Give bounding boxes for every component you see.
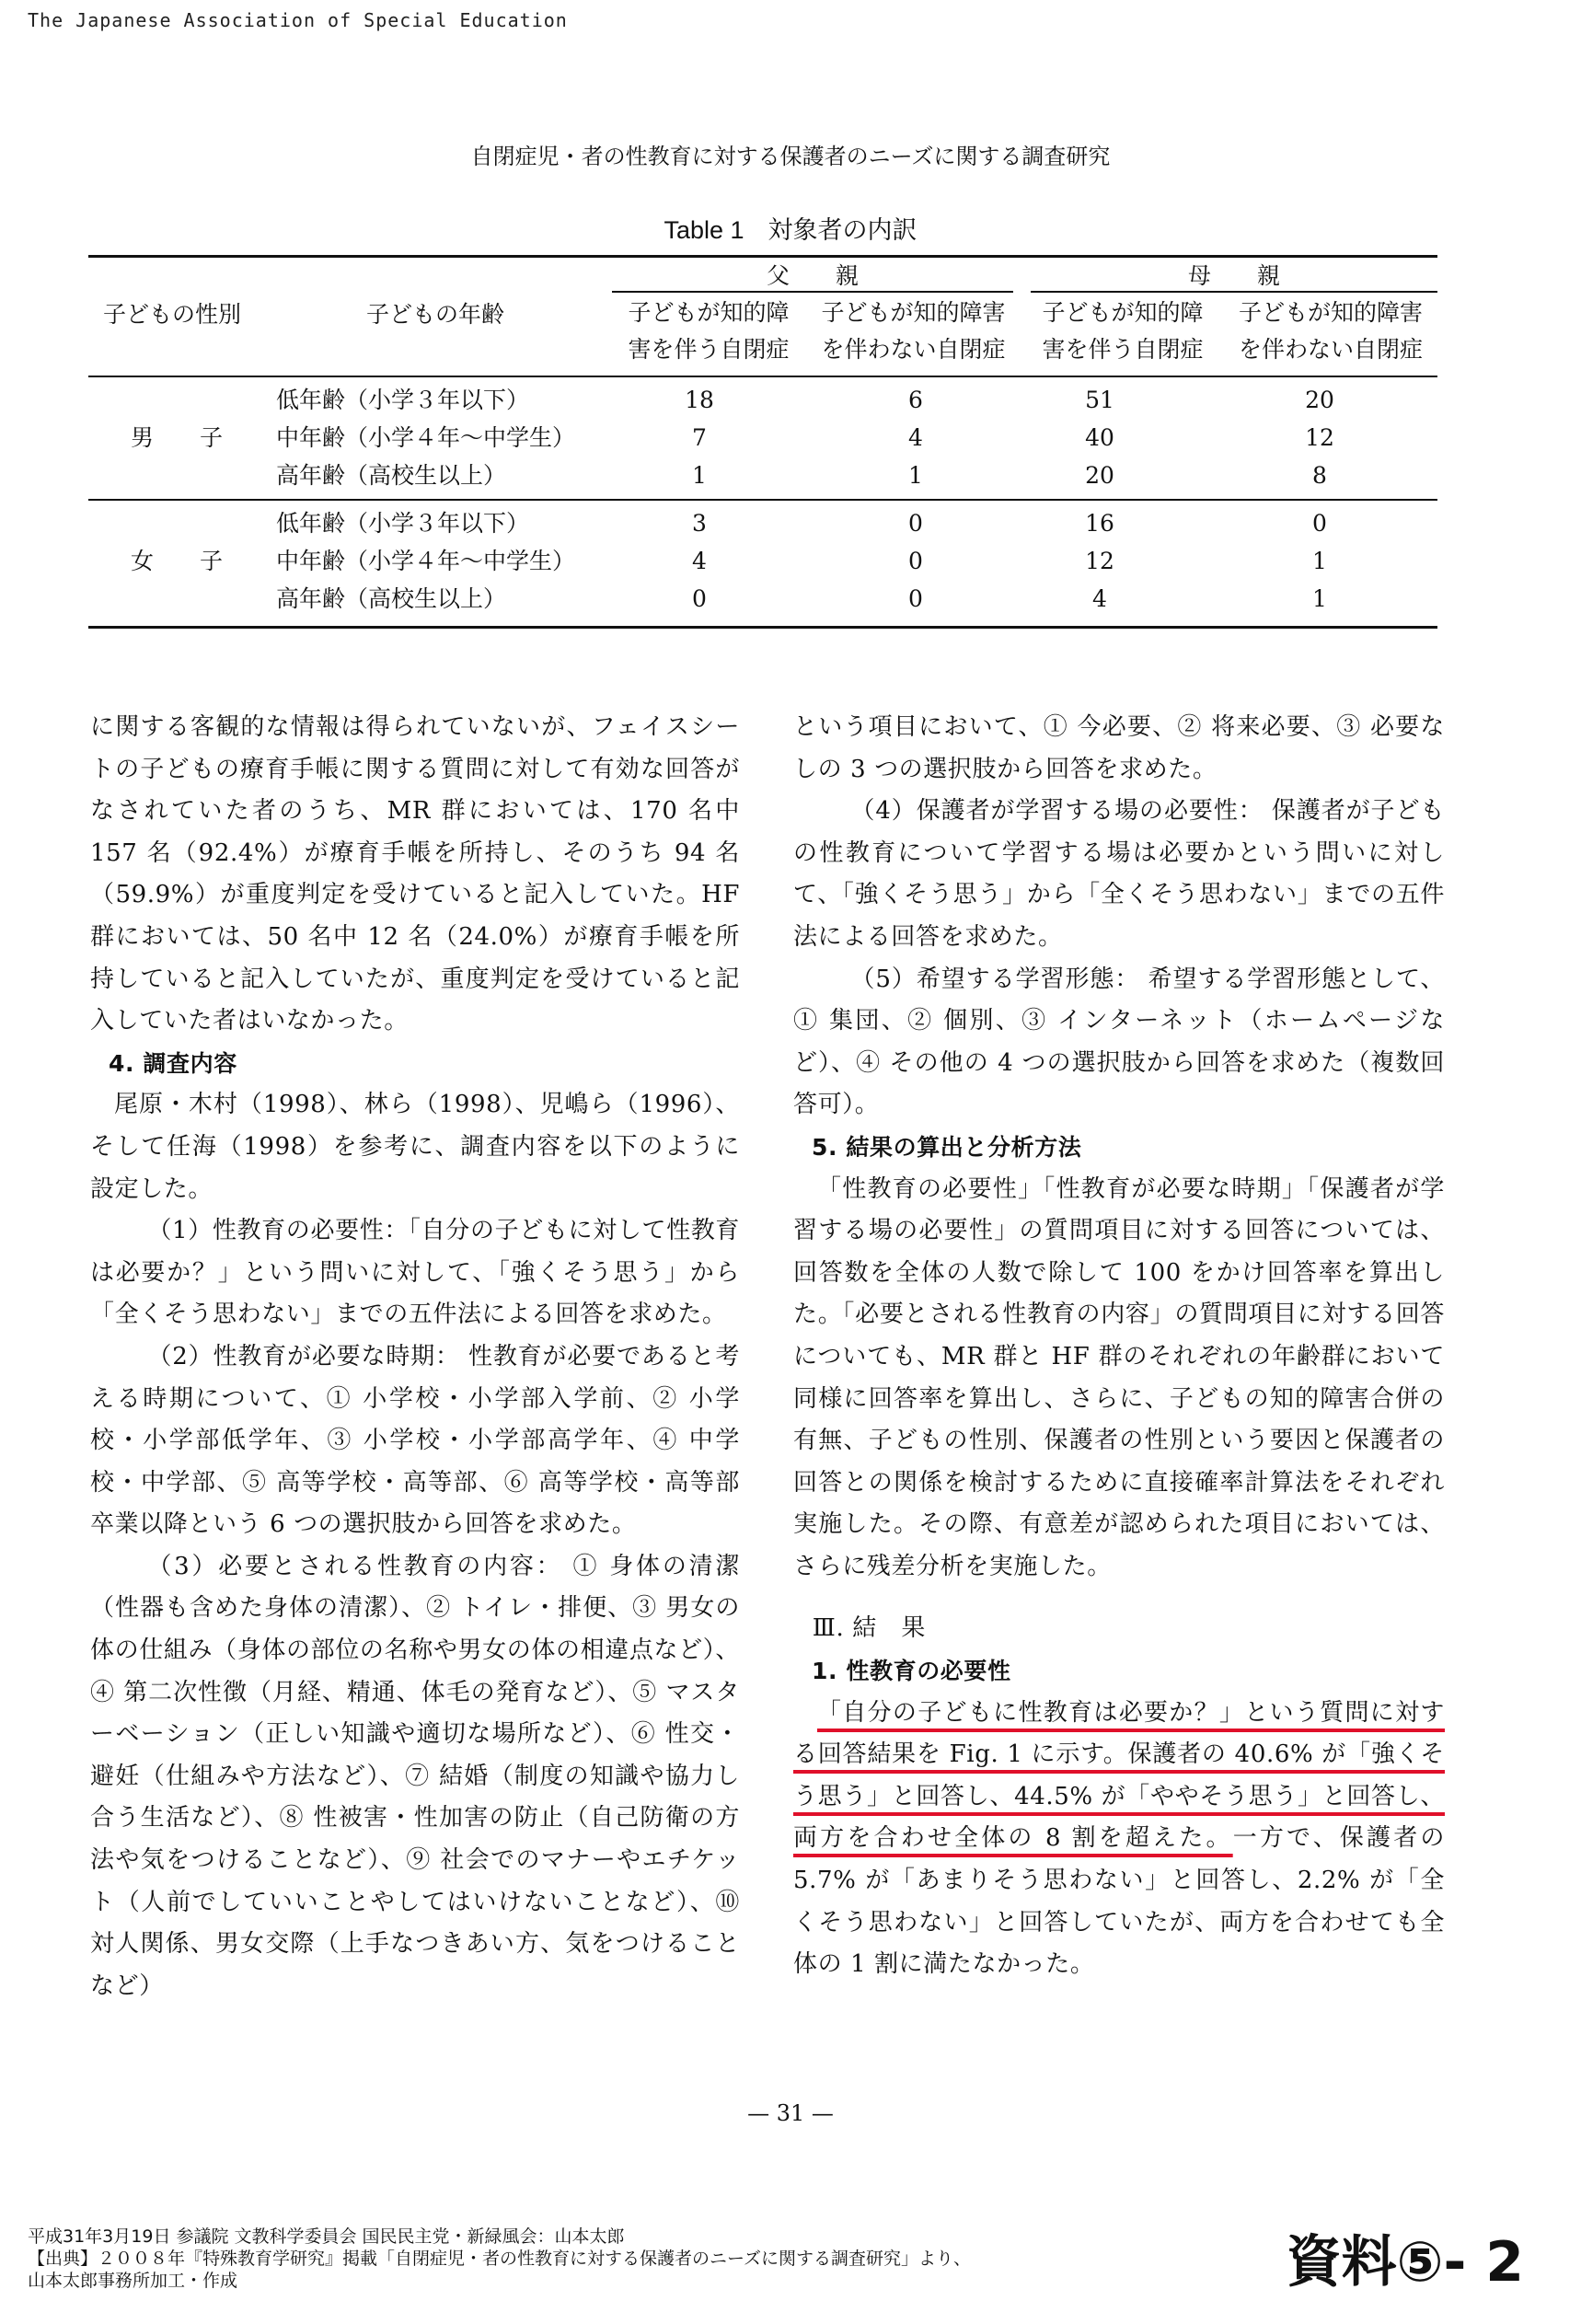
subheader-father-hf: 子どもが知的障害 を伴わない自閉症 (821, 299, 1006, 363)
section-heading: 5. 結果の算出と分析方法 (812, 1133, 1082, 1161)
running-title: 自閉症児・者の性教育に対する保護者のニーズに関する調査研究 (470, 144, 1111, 169)
body-paragraph: （4）保護者が学習する場の必要性： 保護者が子どもの性教育について学習する場は必要かという問いに対して、「強くそう思う」から「全くそう思わない」までの五件法による回答を求めた。 (793, 797, 1445, 951)
body-paragraph (793, 1693, 1445, 1986)
table-cell: 7 (692, 424, 707, 451)
table-cell: 3 (692, 510, 707, 537)
subheader-father-mr: 子どもが知的障 害を伴う自閉症 (628, 299, 790, 363)
table-header-rule (88, 376, 1437, 377)
body-paragraph: （3）必要とされる性教育の内容： ① 身体の清潔（性器も含めた身体の清潔）、② トイレ・排便、③ 男女の体の仕組み（身体の部位の名称や男女の体の相違点など）、④ 第二次性徴（月経、精通、体毛の発育など）、⑤ マスターベーション（正しい知識や適切な場所など）、⑥ 性交・避妊（仕組みや方法など）、⑦ 結婚（制度の知識や協力し合う生活など）、⑧ 性被害・性加害の防止（自己防衛の方法や気をつけることなど）、⑨ 社会でのマナーやエチケット（人前でしていいことやしてはいけないことなど）、⑩ 対人関係、男女交際（上手なつきあい方、気をつけることなど） (90, 1552, 740, 2000)
right-column (793, 707, 1445, 1986)
header-child-sex: 子どもの性別 (103, 301, 242, 328)
highlighted-text: 「自分の子どもに性教育は必要か？」という質問に対する回答結果を Fig. 1 に示す。保護者の 40.6% が「強くそう思う」と回答し、44.5% が「ややそう思う」と回答し、両方を合わせ全体の 8 割を超えた。 (793, 1698, 1445, 1853)
association-header: The Japanese Association of Special Education (28, 9, 568, 31)
table-cell: 12 (1085, 548, 1114, 574)
table-cell: 1 (1312, 548, 1327, 574)
body-paragraph: という項目において、① 今必要、② 将来必要、③ 必要なしの 3 つの選択肢から回答を求めた。 (793, 713, 1445, 783)
body-paragraph: （5）希望する学習形態： 希望する学習形態として、① 集団、② 個別、③ インターネット（ホームページなど）、④ その他の 4 つの選択肢から回答を求めた（複数回答可）。 (793, 965, 1445, 1119)
footer-line: 【出典】２００８年『特殊教育学研究』掲載「自閉症児・者の性教育に対する保護者のニーズに関する調査研究」より、 (28, 2249, 972, 2269)
table-cell: 4 (908, 424, 923, 451)
table-cell: 0 (692, 585, 707, 612)
sex-label-boys: 男 子 (131, 424, 224, 451)
table-bottom-rule (88, 626, 1437, 629)
header-mother: 母 親 (1187, 262, 1280, 289)
table-cell: 40 (1085, 424, 1114, 451)
table-cell: 1 (908, 462, 923, 489)
section-heading: 4. 調査内容 (109, 1049, 237, 1077)
footer-source (28, 2226, 971, 2292)
body-paragraph: に関する客観的な情報は得られていないが、フェイスシートの子どもの療育手帳に関する質問に対して有効な回答がなされていた者のうち、MR 群においては、170 名中 157 名（92.4%）が療育手帳を所持し、そのうち 94 名（59.9%）が重度判定を受けていると記入していた。HF 群においては、50 名中 12 名（24.0%）が療育手帳を所持していると記入していたが、重度判定を受けていると記入していた者はいなかった。 (90, 713, 740, 1035)
body-paragraph: （2）性教育が必要な時期： 性教育が必要であると考える時期について、① 小学校・小学部入学前、② 小学校・小学部低学年、③ 小学校・小学部高学年、④ 中学校・中学部、⑤ 高等学校・高等部、⑥ 高等学校・高等部卒業以降という 6 つの選択肢から回答を求めた。 (90, 1342, 740, 1539)
age-label: 低年齢（小学３年以下） (276, 510, 530, 537)
age-label: 低年齢（小学３年以下） (276, 387, 530, 413)
age-label: 中年齢（小学４年〜中学生） (276, 424, 576, 451)
document-label: 資料⑤- 2 (1286, 2230, 1524, 2295)
table-cell: 1 (692, 462, 707, 489)
page-number: — 31 — (747, 2100, 834, 2126)
header-father: 父 親 (766, 262, 859, 289)
header-child-age: 子どもの年齢 (366, 301, 505, 328)
table-caption-number: Table 1 (664, 216, 744, 244)
body-paragraph: 尾原・木村（1998）、林ら（1998）、児嶋ら（1996）、そして任海（1998）を参考に、調査内容を以下のように設定した。 (90, 1091, 740, 1203)
table-cell: 0 (908, 585, 923, 612)
left-column (90, 707, 740, 2007)
table-cell: 16 (1085, 510, 1114, 537)
table-cell: 4 (692, 548, 707, 574)
sex-label-girls: 女 子 (131, 548, 224, 574)
table-cell: 6 (908, 387, 923, 413)
body-paragraph: （1）性教育の必要性：「自分の子どもに対して性教育は必要か？」という問いに対して、「強くそう思う」から「全くそう思わない」までの五件法による回答を求めた。 (90, 1217, 740, 1329)
table-group-rule (88, 499, 1437, 501)
age-label: 中年齢（小学４年〜中学生） (276, 548, 576, 574)
table-cell: 0 (908, 510, 923, 537)
subheader-mother-hf: 子どもが知的障害 を伴わない自閉症 (1238, 299, 1423, 363)
table-cell: 18 (685, 387, 714, 413)
body-text: 一方で、保護者の 5.7% が「あまりそう思わない」と回答し、2.2% が「全くそう思わない」と回答していたが、両方を合わせても全体の 1 割に満たなかった。 (793, 1824, 1446, 1979)
table-cell: 0 (1312, 510, 1327, 537)
table-cell: 12 (1305, 424, 1334, 451)
footer-line: 山本太郎事務所加工・作成 (28, 2271, 238, 2291)
section-heading: 1. 性教育の必要性 (812, 1658, 1011, 1685)
table-cell: 51 (1085, 387, 1114, 413)
age-label: 高年齢（高校生以上） (276, 585, 507, 612)
table-cell: 4 (1092, 585, 1107, 612)
table-cell: 8 (1312, 462, 1327, 489)
table-cell: 20 (1085, 462, 1114, 489)
age-label: 高年齢（高校生以上） (276, 462, 507, 489)
table-cell: 1 (1312, 585, 1327, 612)
table-cell: 20 (1305, 387, 1334, 413)
chapter-heading: Ⅲ. 結 果 (812, 1614, 926, 1643)
footer-line: 平成31年3月19日 参議院 文教科学委員会 国民民主党・新緑風会：山本太郎 (28, 2226, 625, 2247)
table-caption-text: 対象者の内訳 (767, 216, 917, 245)
body-paragraph: 「性教育の必要性」「性教育が必要な時期」「保護者が学習する場の必要性」の質問項目に対する回答については、回答数を全体の人数で除して 100 をかけ回答率を算出した。「必要とされる性教育の内容」の質問項目に対する回答についても、MR 群と HF 群のそれぞれの年齢群において同様に回答率を算出し、さらに、子どもの知的障害合併の有無、子どもの性別、保護者の性別という要因と保護者の回答との関係を検討するために直接確率計算法をそれぞれ実施した。その際、有意差が認められた項目においては、さらに残差分析を実施した。 (793, 1174, 1445, 1580)
table-cell: 0 (908, 548, 923, 574)
subheader-mother-mr: 子どもが知的障 害を伴う自閉症 (1042, 299, 1204, 363)
table-caption (0, 210, 1581, 246)
